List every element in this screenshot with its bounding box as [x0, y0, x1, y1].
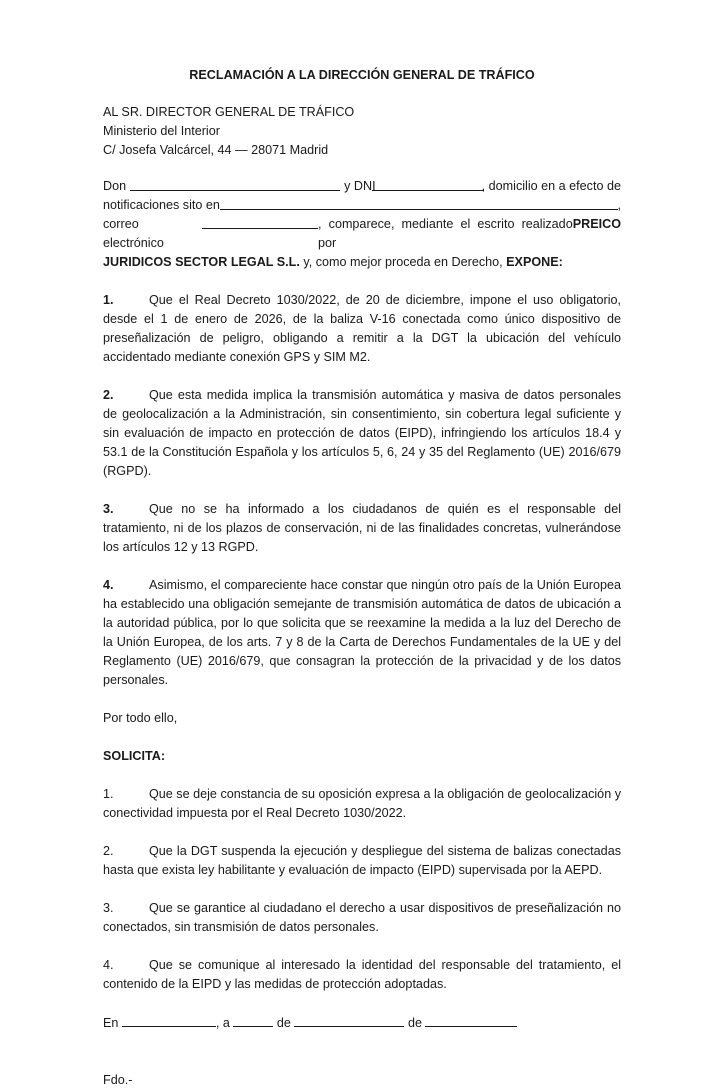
- email-blank-field[interactable]: [202, 215, 318, 229]
- notificaciones-label: notificaciones sito en: [103, 198, 220, 212]
- address-blank-field[interactable]: [220, 196, 618, 210]
- expone-item: [103, 386, 621, 481]
- expone-item-number: 1.: [103, 293, 114, 307]
- notificaciones-end: ,: [617, 198, 621, 212]
- signature-label: Fdo.-: [103, 1073, 133, 1087]
- name-blank-field[interactable]: [130, 177, 340, 191]
- domicilio-text: , domicilio en a efecto de: [481, 179, 621, 193]
- solicita-item: [103, 956, 621, 994]
- correo-label: correo electrónico: [103, 217, 164, 250]
- document-page: [103, 66, 621, 1090]
- expone-item-text: Que esta medida implica la transmisión automática y masiva de datos personales de geolocalización a la Administración, sin consentimiento, sin cobertura legal suficiente y sin evaluación de impacto en protección de datos (EIPD), infringiendo los artículos 18.4 y 53.1 de la Constitución Española y los artículos 5, 6, 24 y 35 del Reglamento (UE) 2016/679 (RGPD).: [103, 388, 621, 478]
- dni-label: y DNI: [344, 179, 376, 193]
- expone-label: EXPONE:: [506, 255, 563, 269]
- solicita-item: [103, 899, 621, 937]
- year-blank-field[interactable]: [425, 1013, 517, 1027]
- solicita-item-number: 4.: [103, 958, 114, 972]
- expone-item-text: Que el Real Decreto 1030/2022, de 20 de diciembre, impone el uso obligatorio, desde el 1 de enero de 2026, de la baliza V-16 conectada como único dispositivo de preseñalización de peligro, obligando a remitir a la DGT la ubicación del vehículo accidentado mediante conexión GPS y SIM M2.: [103, 293, 621, 364]
- month-blank-field[interactable]: [294, 1013, 404, 1027]
- company-name-part-2: JURIDICOS SECTOR LEGAL S.L.: [103, 255, 300, 269]
- intro-line-3: [103, 215, 621, 253]
- expone-item: [103, 500, 621, 557]
- solicita-item-number: 1.: [103, 787, 114, 801]
- intro-paragraph: [103, 177, 621, 272]
- solicita-heading: [103, 747, 621, 766]
- recipient-line-2: Ministerio del Interior: [103, 124, 220, 138]
- solicita-item-number: 3.: [103, 901, 114, 915]
- date-place-line: [103, 1013, 621, 1033]
- company-name-part-1: PREICO: [572, 217, 621, 231]
- solicita-item-text: Que la DGT suspenda la ejecución y despliegue del sistema de balizas conectadas hasta que exista ley habilitante y evaluación de impacto (EIPD) supervisada por la AEPD.: [103, 844, 621, 877]
- expone-item-text: Asimismo, el compareciente hace constar que ningún otro país de la Unión Europea ha establecido una obligación semejante de transmisión automática de datos de ubicación a la autoridad pública, por lo que solicita que se reexamine la medida a la luz del Derecho de la Unión Europea, de los arts. 7 y 8 de la Carta de Derechos Fundamentales de la UE y del Reglamento (UE) 2016/679, que consagran la protección de la privacidad y de los datos personales.: [103, 578, 621, 687]
- solicita-item-text: Que se comunique al interesado la identidad del responsable del tratamiento, el contenido de la EIPD y las medidas de protección adoptadas.: [103, 958, 621, 991]
- day-blank-field[interactable]: [233, 1013, 273, 1027]
- solicita-item-text: Que se garantice al ciudadano el derecho a usar dispositivos de preseñalización no conectados, sin transmisión de datos personales.: [103, 901, 621, 934]
- expone-item-number: 4.: [103, 578, 114, 592]
- dni-blank-field[interactable]: [372, 177, 484, 191]
- de-label-1: de: [276, 1016, 291, 1030]
- expone-item-text: Que no se ha informado a los ciudadanos de quién es el responsable del tratamiento, ni de los plazos de conservación, ni de las finalidades concretas, vulnerándose los artículos 12 y 13 RGPD.: [103, 502, 621, 554]
- solicita-item: [103, 842, 621, 880]
- expone-item-number: 2.: [103, 388, 114, 402]
- por-todo-ello: Por todo ello,: [103, 711, 178, 725]
- de-label-2: de: [407, 1016, 422, 1030]
- intro-line-4: [103, 253, 621, 272]
- expone-item-number: 3.: [103, 502, 114, 516]
- recipient-address: [103, 103, 621, 160]
- don-label: Don: [103, 179, 127, 193]
- recipient-line-1: AL SR. DIRECTOR GENERAL DE TRÁFICO: [103, 105, 355, 119]
- comparece-text: , comparece, mediante el escrito realizado por: [318, 217, 573, 250]
- a-label: , a: [215, 1016, 230, 1030]
- en-label: En: [103, 1016, 119, 1030]
- closing-text: y, como mejor proceda en Derecho,: [299, 255, 503, 269]
- recipient-line-3: C/ Josefa Valcárcel, 44 — 28071 Madrid: [103, 143, 329, 157]
- solicita-item-number: 2.: [103, 844, 114, 858]
- solicita-item: [103, 785, 621, 823]
- intro-line-1: [103, 177, 621, 196]
- expone-item: [103, 576, 621, 690]
- place-blank-field[interactable]: [122, 1013, 216, 1027]
- document-title: RECLAMACIÓN A LA DIRECCIÓN GENERAL DE TRÁFICO: [189, 68, 535, 82]
- solicita-label: SOLICITA:: [103, 749, 166, 763]
- expone-item: [103, 291, 621, 367]
- solicita-item-text: Que se deje constancia de su oposición expresa a la obligación de geolocalización y conectividad impuesta por el Real Decreto 1030/2022.: [103, 787, 621, 820]
- intro-line-2: [103, 196, 621, 215]
